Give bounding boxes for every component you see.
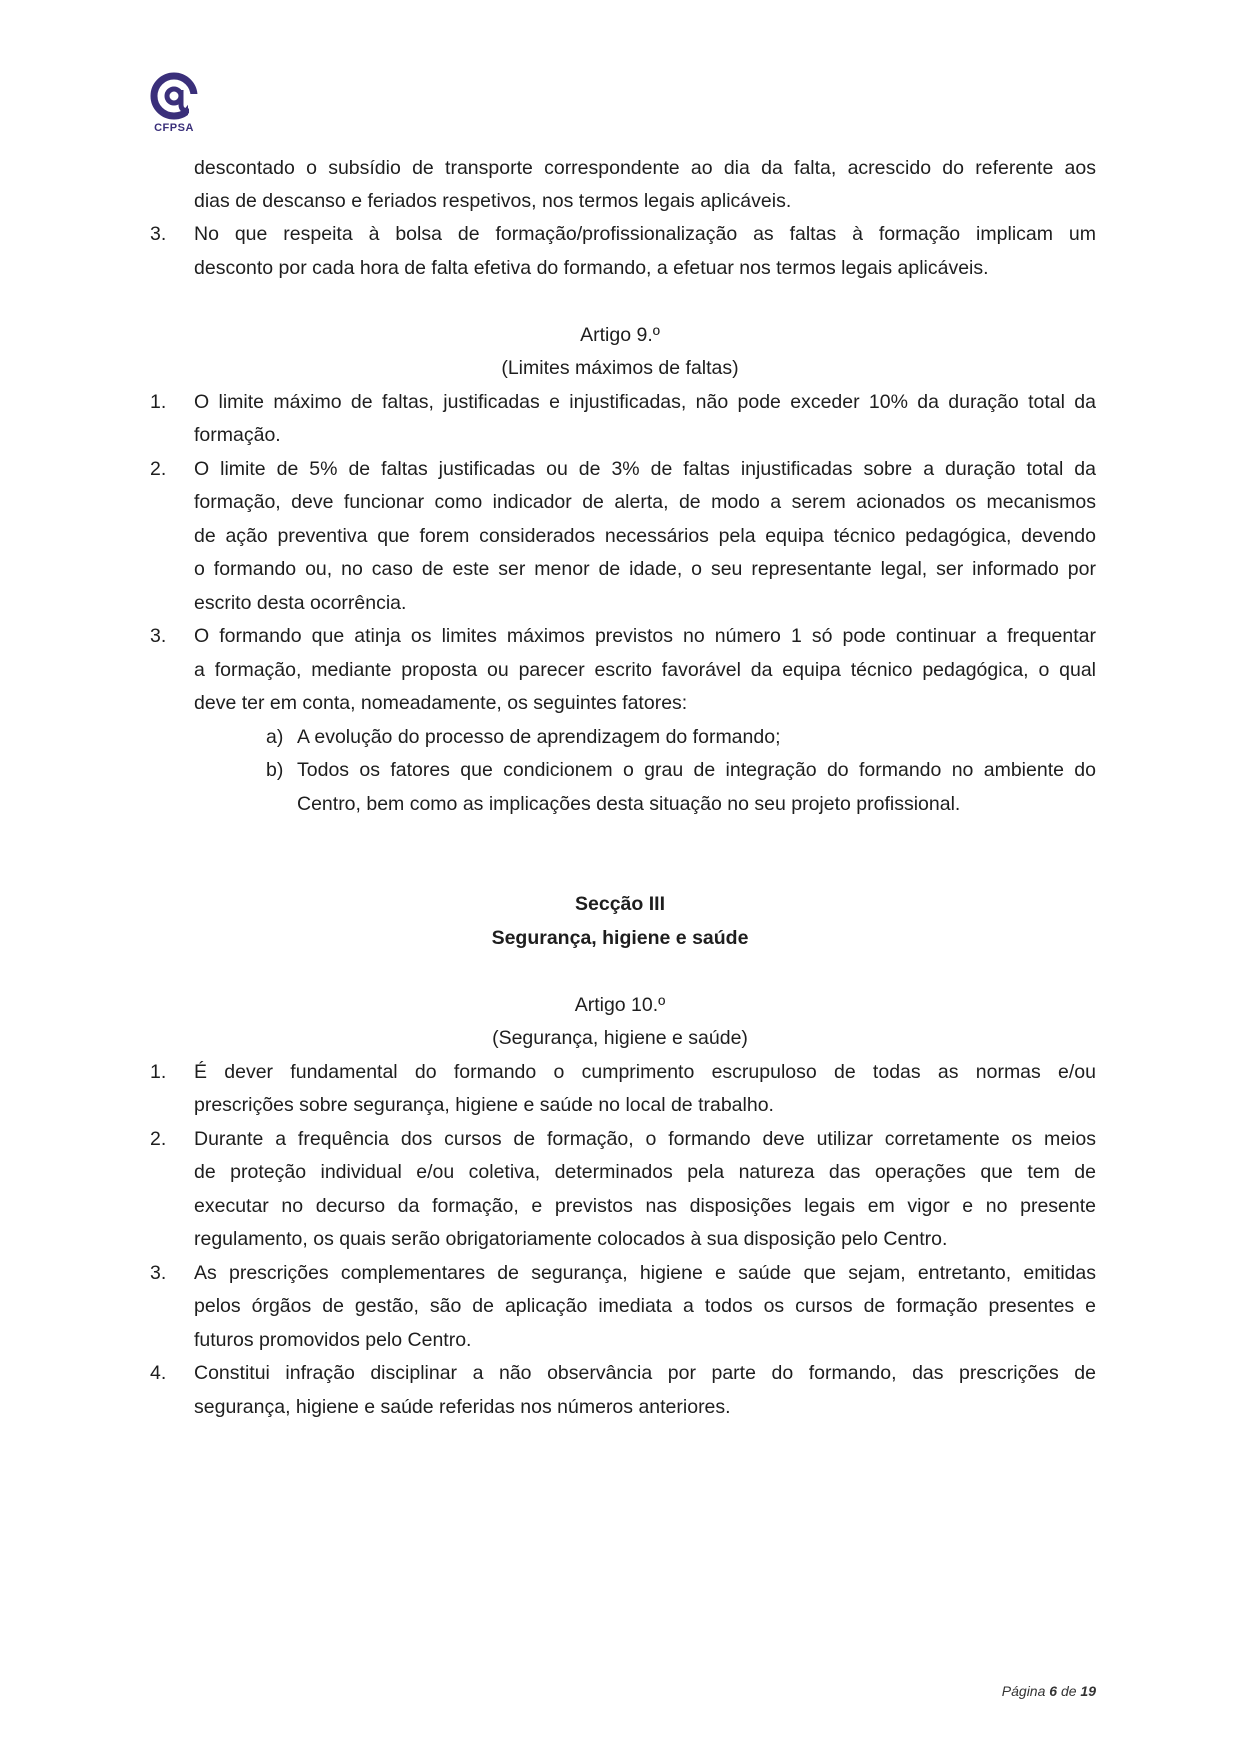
item-line: pelos órgãos de gestão, são de aplicação imediata a todos os cursos de formação presentes e xyxy=(194,1295,1096,1317)
item-line: regulamento, os quais serão obrigatoriamente colocados à sua disposição pelo Centro. xyxy=(194,1228,948,1250)
item-line: deve ter em conta, nomeadamente, os seguintes fatores: xyxy=(194,692,688,714)
subitem-line: A evolução do processo de aprendizagem do formando; xyxy=(297,726,781,748)
subitem-label: a) xyxy=(266,726,284,748)
footer-prefix: Página xyxy=(1001,1683,1046,1699)
article-9-title: Artigo 9.º xyxy=(580,324,660,346)
item-line: O limite máximo de faltas, justificadas e injustificadas, não pode exceder 10% da duração total da xyxy=(194,391,1096,413)
item-line: O formando que atinja os limites máximos previstos no número 1 só pode continuar a frequentar xyxy=(194,625,1096,647)
continuation-line: dias de descanso e feriados respetivos, nos termos legais aplicáveis. xyxy=(194,190,792,212)
item-line: As prescrições complementares de segurança, higiene e saúde que sejam, entretanto, emitidas xyxy=(194,1262,1096,1284)
item-line: Constitui infração disciplinar a não observância por parte do formando, das prescrições de xyxy=(194,1362,1096,1384)
item-number: 3. xyxy=(150,625,167,647)
item-line: prescrições sobre segurança, higiene e saúde no local de trabalho. xyxy=(194,1094,774,1116)
item-number: 3. xyxy=(150,223,167,245)
item-line: o formando ou, no caso de este ser menor de idade, o seu representante legal, ser informado por xyxy=(194,558,1096,580)
continuation-line: descontado o subsídio de transporte correspondente ao dia da falta, acrescido do referente aos xyxy=(194,157,1096,179)
article-10-title: Artigo 10.º xyxy=(574,994,666,1016)
item-line: a formação, mediante proposta ou parecer escrito favorável da equipa técnico pedagógica, o qual xyxy=(194,659,1096,681)
item-number: 4. xyxy=(150,1362,167,1384)
item-line: O limite de 5% de faltas justificadas ou de 3% de faltas injustificadas sobre a duração total da xyxy=(194,458,1096,480)
item-line: segurança, higiene e saúde referidas nos números anteriores. xyxy=(194,1396,731,1418)
cfpsa-logo xyxy=(144,72,204,142)
item-line: de ação preventiva que forem considerados necessários pela equipa técnico pedagógica, devendo xyxy=(194,525,1096,547)
item-line: executar no decurso da formação, e previstos nas disposições legais em vigor e no presente xyxy=(194,1195,1096,1217)
item-number: 1. xyxy=(150,391,167,413)
item-line: formação. xyxy=(194,424,281,446)
item-line: escrito desta ocorrência. xyxy=(194,592,407,614)
item-number: 2. xyxy=(150,458,167,480)
item-line: formação, deve funcionar como indicador de alerta, de modo a serem acionados os mecanismos xyxy=(194,491,1096,513)
subitem-line: Centro, bem como as implicações desta situação no seu projeto profissional. xyxy=(297,793,961,815)
article-9-subtitle: (Limites máximos de faltas) xyxy=(501,357,739,379)
item-line: desconto por cada hora de falta efetiva do formando, a efetuar nos termos legais aplicáveis. xyxy=(194,257,989,279)
article-10-subtitle: (Segurança, higiene e saúde) xyxy=(492,1027,748,1049)
footer-total-pages: 19 xyxy=(1080,1683,1096,1699)
subitem-label: b) xyxy=(266,759,284,781)
section-subtitle: Segurança, higiene e saúde xyxy=(491,927,749,949)
item-number: 1. xyxy=(150,1061,167,1083)
item-line: Durante a frequência dos cursos de formação, o formando deve utilizar corretamente os meios xyxy=(194,1128,1096,1150)
subitem-line: Todos os fatores que condicionem o grau de integração do formando no ambiente do xyxy=(297,759,1096,781)
footer-separator: de xyxy=(1060,1683,1077,1699)
item-number: 2. xyxy=(150,1128,167,1150)
page-footer xyxy=(1002,1683,1096,1699)
item-line: futuros promovidos pelo Centro. xyxy=(194,1329,472,1351)
logo-text: CFPSA xyxy=(154,122,194,134)
item-line: de proteção individual e/ou coletiva, determinados pela natureza das operações que tem de xyxy=(194,1161,1096,1183)
item-line: É dever fundamental do formando o cumprimento escrupuloso de todas as normas e/ou xyxy=(194,1061,1096,1083)
item-line: No que respeita à bolsa de formação/profissionalização as faltas à formação implicam um xyxy=(194,223,1096,245)
cfpsa-logo-icon xyxy=(144,72,204,122)
item-number: 3. xyxy=(150,1262,167,1284)
footer-current-page: 6 xyxy=(1049,1683,1058,1699)
section-title: Secção III xyxy=(575,893,665,915)
